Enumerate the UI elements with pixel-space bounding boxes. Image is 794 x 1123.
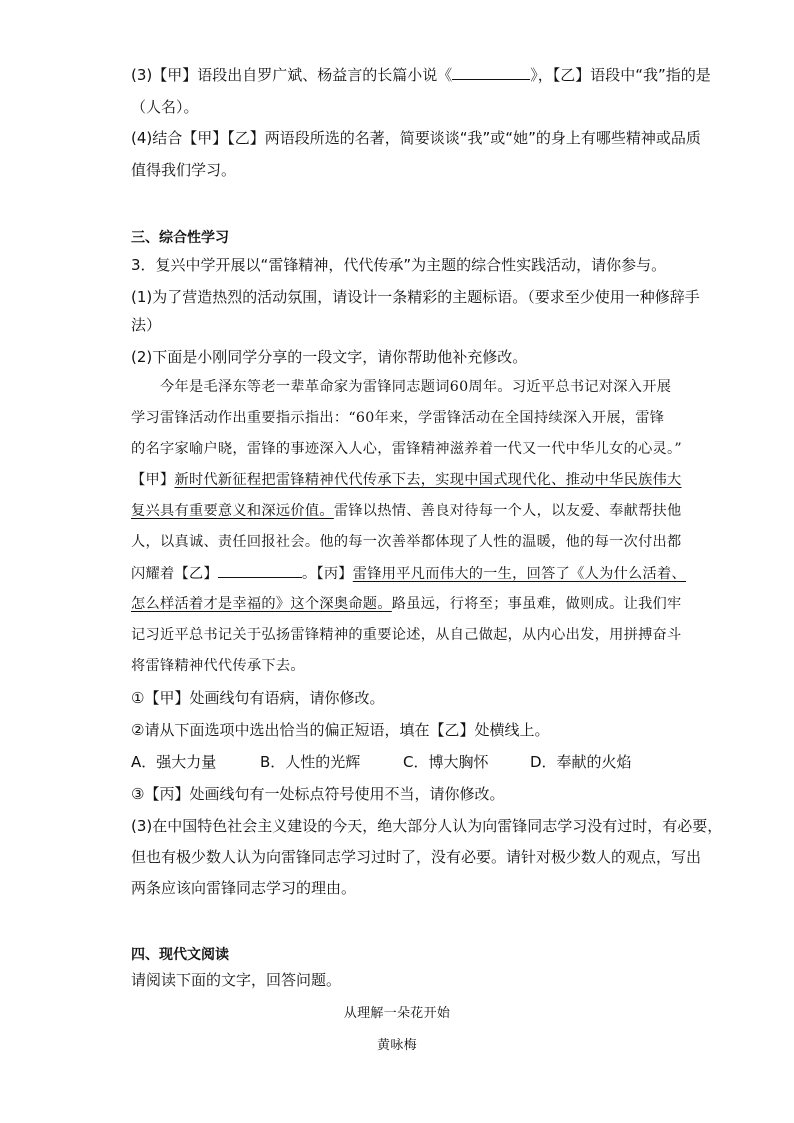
sub-question-2: ②请从下面选项中选出恰当的偏正短语，填在【乙】处横线上。 [131,721,550,739]
underlined-sentence-bing: 雷锋用平凡而伟大的一生，回答了《人为什么活着、 [352,566,687,582]
passage-line-7-a: 闪耀着【乙】 [131,566,218,582]
passage-line-2: 学习雷锋活动作出重要指示指出：“60年来，学雷锋活动在全国持续深入开展，雷锋 [131,410,665,426]
part-1-line-1: (1)为了营造热烈的活动氛围，请设计一条精彩的主题标语。（要求至少使用一种修辞手 [131,288,700,306]
question-3-line-2: （人名）。 [131,98,199,116]
article-author: 黄咏梅 [377,1038,417,1053]
question-3-line [131,65,711,85]
question-4-line-2: 值得我们学习。 [131,161,237,179]
underlined-sentence-bing-end: 怎么样活着才是幸福的》这个深奥命题。 [131,596,392,612]
passage-line-5-rest: 雷锋以热情、善良对待每一个人，以友爱、奉献帮扶他 [333,503,682,519]
passage-line-10: 将雷锋精神代代传承下去。 [131,658,305,674]
sub-question-1: ①【甲】处画线句有语病，请你修改。 [131,689,385,707]
passage-line-1: 今年是毛泽东等老一辈革命家为雷锋同志题词60周年。习近平总书记对深入开展 [160,379,672,395]
passage-line-6: 人，以真诚、责任回报社会。他的每一次善举都体现了人性的温暖，他的每一次付出都 [131,534,682,550]
part-3-line-1: (3)在中国特色社会主义建设的今天，绝大部分人认为向雷锋同志学习没有过时，有必要， [131,817,723,835]
part-3-line-3: 两条应该向雷锋同志学习的理由。 [131,879,357,897]
sub-question-3: ③【丙】处画线句有一处标点符号使用不当，请你修改。 [131,785,505,803]
underlined-sentence-jia: 新时代新征程把雷锋精神代代传承下去，实现中国式现代化、推动中华民族伟大 [174,472,682,488]
section-3-intro: 3．复兴中学开展以“雷锋精神，代代传承”为主题的综合性实践活动，请你参与。 [131,256,667,274]
passage-line-7 [131,563,686,584]
question-4-line-1: (4)结合【甲】【乙】两语段所选的名著，简要谈谈“我”或“她”的身上有哪些精神或品质 [131,129,701,147]
option-b[interactable]: B．人性的光辉 [260,753,361,771]
section-4-intro: 请阅读下面的文字，回答问题。 [131,971,342,989]
passage-line-9: 记习近平总书记关于弘扬雷锋精神的重要论述，从自己做起，从内心出发，用拼搏奋斗 [131,627,682,643]
passage-line-8-rest: 路虽远，行将至；事虽难，做则成。让我们牢 [391,596,682,612]
passage-line-5 [131,501,682,521]
option-a[interactable]: A．强大力量 [131,753,217,771]
part-1-line-2: 法） [131,316,162,334]
passage-line-4 [131,470,682,490]
underlined-sentence-jia-end: 复兴具有重要意义和深远价值。 [131,503,334,519]
answer-blank-novel[interactable] [452,65,530,80]
passage-line-7-b: 。【丙】 [301,566,353,582]
article-title: 从理解一朵花开始 [343,1006,451,1021]
answer-blank-yi[interactable] [218,563,302,578]
part-2-prompt: (2)下面是小刚同学分享的一段文字，请你帮助他补充修改。 [131,348,528,366]
section-4-heading: 四、现代文阅读 [131,947,229,963]
section-3-heading: 三、综合性学习 [131,230,229,246]
part-3-line-2: 但也有极少数人认为向雷锋同志学习过时了，没有必要。请针对极少数人的观点，写出 [131,848,702,866]
question-3-text-b: 》，【乙】语段中“我”指的是 [530,66,711,84]
passage-line-8 [131,594,682,614]
passage-line-3: 的名字家喻户晓，雷锋的事迹深入人心，雷锋精神滋养着一代又一代中华儿女的心灵。” [131,441,682,457]
marker-jia: 【甲】 [131,472,175,488]
option-c[interactable]: C．博大胸怀 [403,753,489,771]
question-3-text-a: (3)【甲】语段出自罗广斌、杨益言的长篇小说《 [131,66,453,84]
option-d[interactable]: D．奉献的火焰 [530,753,632,771]
